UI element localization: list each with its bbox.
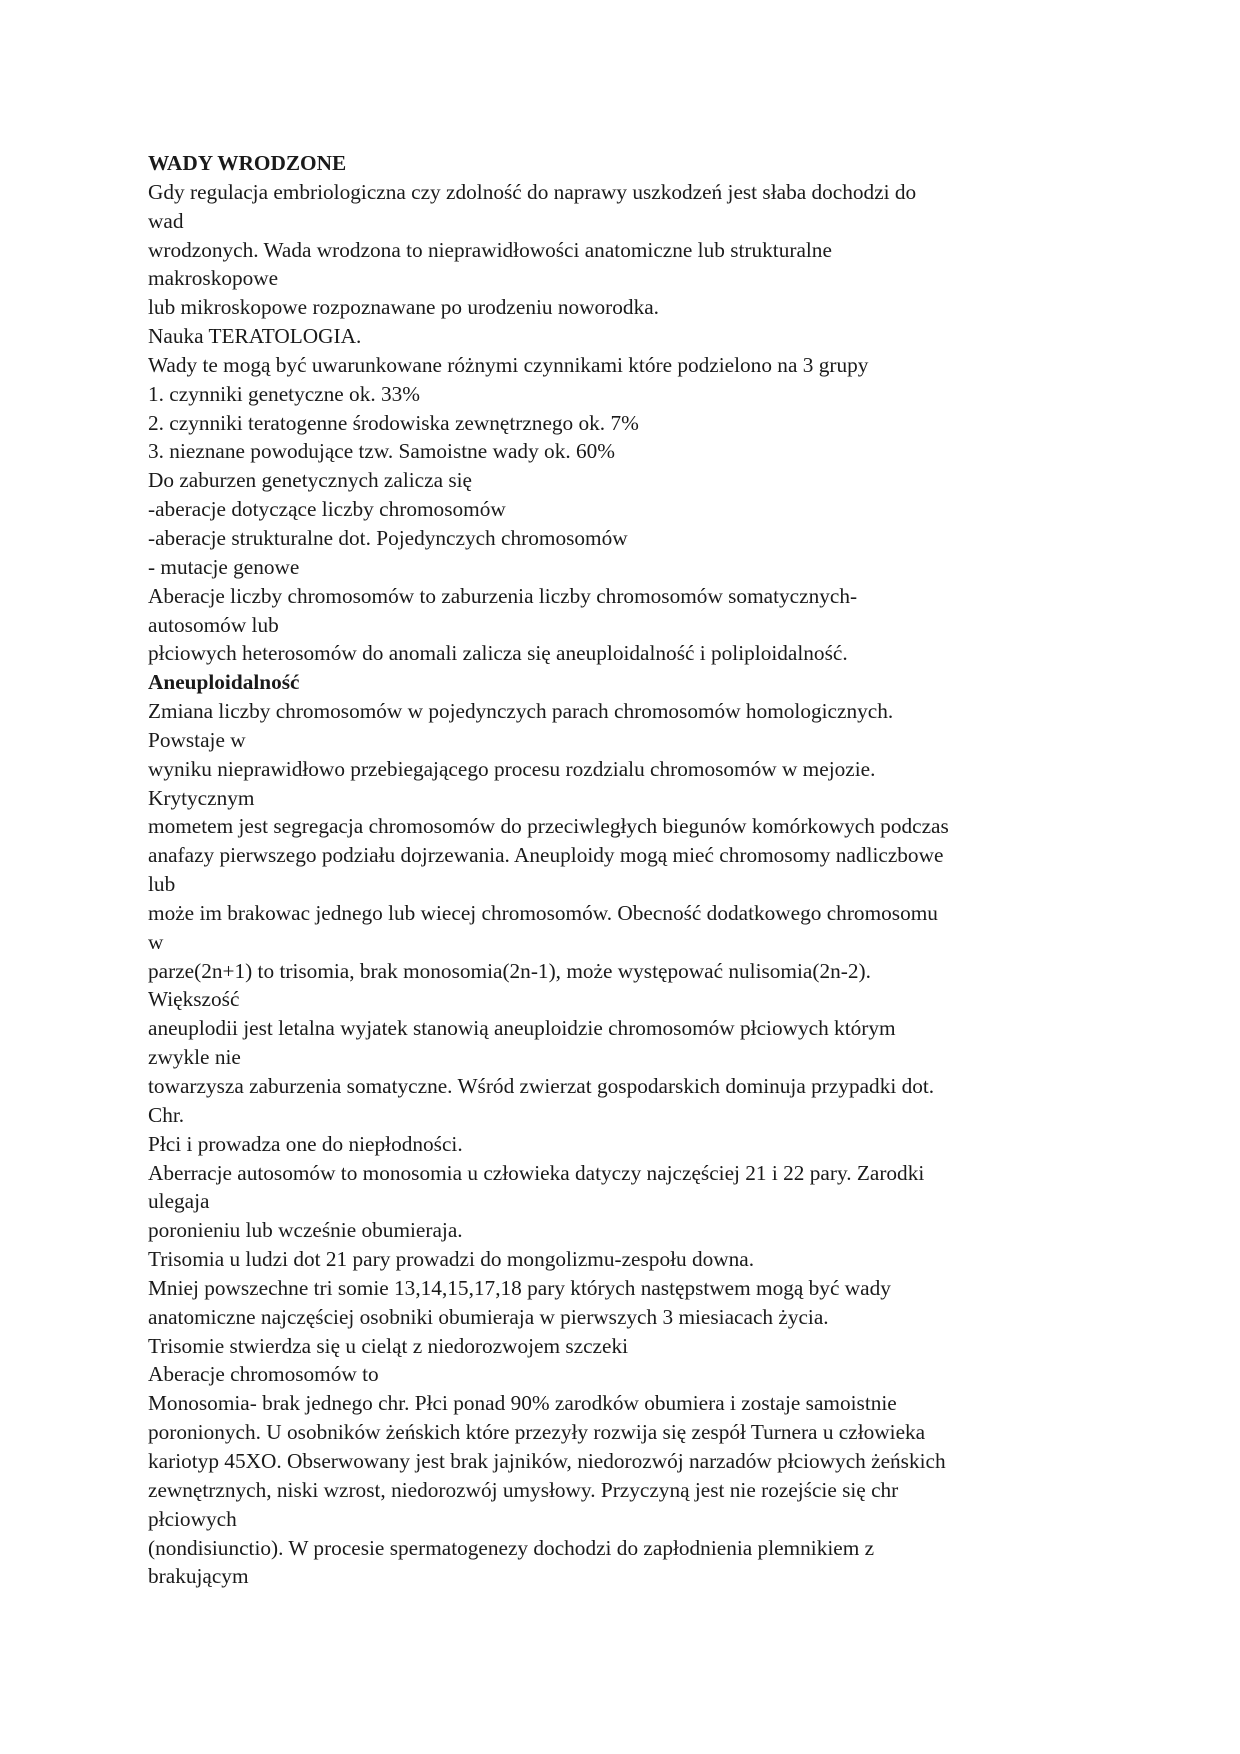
text-line: parze(2n+1) to trisomia, brak monosomia(2n-1), może występować nulisomia(2n-2).: [148, 958, 871, 983]
section-heading: Aneuploidalność: [148, 670, 300, 695]
list-item: - mutacje genowe: [148, 554, 300, 579]
text-line: wad: [148, 208, 184, 233]
text-line: Wady te mogą być uwarunkowane różnymi czynnikami które podzielono na 3 grupy: [148, 352, 869, 377]
text-line: zewnętrznych, niski wzrost, niedorozwój umysłowy. Przyczyną jest nie rozejście się chr: [148, 1477, 899, 1502]
text-line: poronieniu lub wcześnie obumieraja.: [148, 1218, 463, 1243]
text-line: Płci i prowadza one do niepłodności.: [148, 1131, 463, 1156]
text-line: w: [148, 929, 164, 954]
text-line: Większość: [148, 987, 240, 1012]
text-line: Krytycznym: [148, 785, 255, 810]
text-line: Zmiana liczby chromosomów w pojedynczych parach chromosomów homologicznych.: [148, 699, 894, 724]
text-line: może im brakowac jednego lub wiecej chromosomów. Obecność dodatkowego chromosomu: [148, 900, 938, 925]
text-line: Do zaburzen genetycznych zalicza się: [148, 468, 472, 493]
text-line: płciowych: [148, 1506, 237, 1531]
list-item: 3. nieznane powodujące tzw. Samoistne wady ok. 60%: [148, 439, 616, 464]
text-line: brakującym: [148, 1564, 249, 1589]
text-line: mometem jest segregacja chromosomów do przeciwległych biegunów komórkowych podczas: [148, 814, 949, 839]
document-body: [148, 149, 1108, 1591]
text-line: poronionych. U osobników żeńskich które przezyły rozwija się zespół Turnera u człowieka: [148, 1420, 926, 1445]
text-line: Mniej powszechne tri somie 13,14,15,17,18 pary których następstwem mogą być wady: [148, 1275, 891, 1300]
text-line: aneuplodii jest letalna wyjatek stanowią aneuploidzie chromosomów płciowych którym: [148, 1016, 896, 1041]
text-line: autosomów lub: [148, 612, 279, 637]
text-line: Aberacje liczby chromosomów to zaburzenia liczby chromosomów somatycznych-: [148, 583, 858, 608]
text-line: Powstaje w: [148, 727, 246, 752]
list-item: -aberacje strukturalne dot. Pojedynczych chromosomów: [148, 525, 628, 550]
text-line: anatomiczne najczęściej osobniki obumieraja w pierwszych 3 miesiacach życia.: [148, 1304, 829, 1329]
text-line: (nondisiunctio). W procesie spermatogenezy dochodzi do zapłodnienia plemnikiem z: [148, 1535, 875, 1560]
text-line: towarzysza zaburzenia somatyczne. Wśród zwierzat gospodarskich dominuja przypadki dot.: [148, 1074, 935, 1098]
text-line: Nauka TERATOLOGIA.: [148, 324, 362, 349]
text-line: lub: [148, 872, 176, 897]
text-line: zwykle nie: [148, 1045, 241, 1070]
text-line: Chr.: [148, 1102, 185, 1127]
text-line: wrodzonych. Wada wrodzona to nieprawidłowości anatomiczne lub strukturalne: [148, 237, 832, 262]
text-line: Trisomie stwierdza się u cieląt z niedorozwojem szczeki: [148, 1333, 629, 1358]
text-line: makroskopowe: [148, 266, 279, 291]
text-line: Aberracje autosomów to monosomia u człowieka datyczy najczęściej 21 i 22 pary. Zarodki: [148, 1160, 925, 1185]
document-title: WADY WRODZONE: [148, 151, 347, 175]
text-line: kariotyp 45XO. Obserwowany jest brak jajników, niedorozwój narzadów płciowych żeńskich: [148, 1448, 946, 1473]
list-item: 1. czynniki genetyczne ok. 33%: [148, 381, 421, 406]
text-line: anafazy pierwszego podziału dojrzewania. Aneuploidy mogą mieć chromosomy nadliczbowe: [148, 843, 944, 868]
text-line: Trisomia u ludzi dot 21 pary prowadzi do mongolizmu-zespołu downa.: [148, 1247, 755, 1272]
text-line: Aberacje chromosomów to: [148, 1362, 379, 1387]
text-line: Gdy regulacja embriologiczna czy zdolność do naprawy uszkodzeń jest słaba dochodzi do: [148, 179, 917, 204]
text-line: Monosomia- brak jednego chr. Płci ponad 90% zarodków obumiera i zostaje samoistnie: [148, 1391, 897, 1416]
text-line: płciowych heterosomów do anomali zalicza się aneuploidalność i poliploidalność.: [148, 641, 848, 666]
list-item: 2. czynniki teratogenne środowiska zewnętrznego ok. 7%: [148, 410, 639, 435]
text-line: wyniku nieprawidłowo przebiegającego procesu rozdzialu chromosomów w mejozie.: [148, 756, 876, 781]
text-line: ulegaja: [148, 1189, 210, 1214]
list-item: -aberacje dotyczące liczby chromosomów: [148, 497, 506, 522]
text-line: lub mikroskopowe rozpoznawane po urodzeniu noworodka.: [148, 295, 659, 320]
